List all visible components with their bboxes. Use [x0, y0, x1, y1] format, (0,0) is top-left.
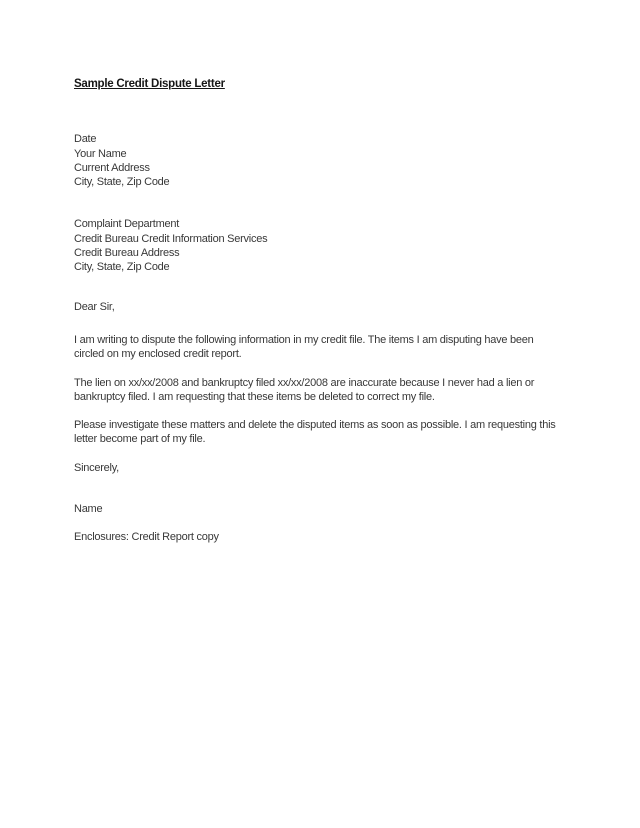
enclosures-note: Enclosures: Credit Report copy — [74, 531, 219, 544]
closing-salutation: Sincerely, — [74, 461, 119, 474]
body-paragraph-2: The lien on xx/xx/2008 and bankruptcy filed xx/xx/2008 are inaccurate because I never had a lien or bankruptcy filed. I am requesting that these items be deleted to correct my file. — [74, 376, 535, 403]
signature-name: Name — [74, 503, 103, 516]
sender-date-line: Date — [74, 133, 97, 146]
recipient-address-block — [74, 217, 563, 274]
salutation: Dear Sir, — [74, 300, 115, 313]
recipient-address-line: Credit Bureau Address — [74, 247, 180, 260]
letter-title: Sample Credit Dispute Letter — [74, 78, 225, 90]
sender-name-line: Your Name — [74, 147, 127, 160]
sender-address-line: Current Address — [74, 161, 150, 174]
body-paragraph-3: Please investigate these matters and delete the disputed items as soon as possible. I am requesting this letter become part of my file. — [74, 419, 556, 446]
sender-address-block — [74, 132, 563, 189]
recipient-department-line: Complaint Department — [74, 218, 180, 231]
recipient-organization-line: Credit Bureau Credit Information Services — [74, 232, 268, 245]
body-paragraph-1: I am writing to dispute the following information in my credit file. The items I am disputing have been circled on my enclosed credit report. — [74, 333, 534, 361]
recipient-city-state-zip-line: City, State, Zip Code — [74, 261, 170, 274]
sender-city-state-zip-line: City, State, Zip Code — [74, 176, 170, 189]
